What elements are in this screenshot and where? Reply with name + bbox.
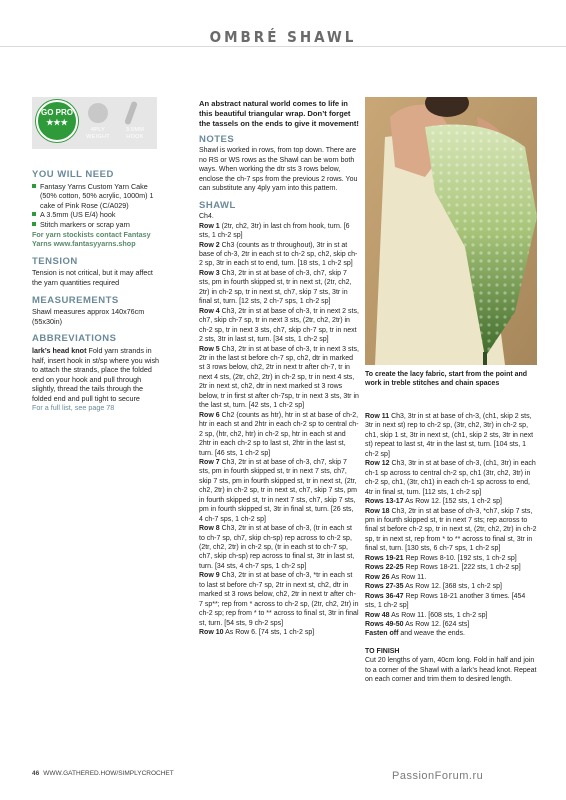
shawl-heading: SHAWL [199, 199, 236, 211]
shawl-photo [365, 97, 537, 365]
row-text: As Row 12. [152 sts, 1 ch-2 sp] [403, 498, 502, 506]
row-text: Ch3, 2tr in st at base of ch-3, *tr in each st to last st before ch-7 sp, 2tr in next st, ch2, dtr in marked st 3 rows below, ch2, 2tr in next tr after ch-7 sp**; rep from * across to ch-2 sp, (2tr, ch2, 2tr) in ch-2 sp; rep from * to ** across to final st, 3tr in final st, turn. [54 sts, 9 ch-2 sps] [199, 572, 359, 627]
hook-label: 3.5MM HOOK [125, 127, 145, 140]
abbreviation-term: lark’s head knot [32, 345, 87, 355]
shawl-photo-illustration [365, 97, 537, 365]
photo-caption: To create the lacy fabric, start from the point and work in treble stitches and chain spaces [365, 371, 528, 388]
row-text: Rep Rows 8-10. [192 sts, 1 ch-2 sp] [403, 554, 517, 562]
pattern-row [365, 573, 537, 582]
weight-label: 4PLY WEIGHT [86, 127, 110, 140]
chain-start: Ch4. [199, 213, 214, 221]
row-text: As Row 12. [624 sts] [403, 620, 470, 628]
row-label: Row 12 [365, 460, 390, 468]
watermark: PassionForum.ru [392, 770, 484, 782]
page-footer [32, 770, 174, 777]
pattern-row [365, 554, 537, 563]
middle-column [199, 99, 359, 638]
pattern-row [365, 620, 537, 629]
notes-text: Shawl is worked in rows, from top down. There are no RS or WS rows as the Shawl can be worn both ways. When working the dtr sts 3 rows below, enclose the ch-7 sps from the previous 2 rows. You can substitute any 4ply yarn into this pattern. [199, 147, 358, 193]
pattern-row [199, 524, 359, 571]
crochet-hook-icon [124, 101, 138, 126]
row-text: Ch3, 2tr in st at base of ch-3, ch7, skip 7 sts, pm in fourth skipped st, tr in next 7 sts, ch7, skip 7 sts, pm in fourth skipped st, tr in next st, (2tr, ch2, 2tr) in ch-2 sp, tr in next st, ch7, skip 7 sts, pm in fourth skipped st, tr in next 7 sts, ch7, skip 7 sts, pm in fourth skipped st, 3tr in final st, turn. [26 sts, 4 ch-7 sps, 1 ch-2 sp] [199, 458, 357, 523]
top-divider [0, 46, 566, 47]
row-text: Ch3, 3tr in st at base of ch-3, (ch1, skip 2 sts, 3tr in next st) rep to ch-2 sp, (3tr, ch2, 3tr) in ch-2 sp, ch1, skip 1 st, 3tr in next st, (ch1, skip 2 sts, 3tr in next st) repeat to last st, 4tr in the last st, turn. [104 sts, 1 ch-2 sp] [365, 413, 534, 458]
row-text: Ch3, 2tr in st at base of ch-3, tr in next 3 sts, 2tr in the last st before ch-7 sp, ch2, dtr in marked st 3 rows below, ch2, 2tr in next tr after ch-7, tr in next 4 sts, (2tr, ch2, 2tr) in ch-2 sp, tr in next 4 sts, 2tr in next st, ch2, dtr in next marked st 3 rows below, tr in first st after ch-7sp, tr in next 3 sts, 3tr in the last st, turn. [42 sts, 1 ch-2 sp] [199, 345, 359, 410]
row-text: Rep Rows 18-21 another 3 times. [454 sts, 1 ch-2 sp] [365, 592, 526, 610]
row-label: Rows 27-35 [365, 583, 404, 591]
row-label: Rows 13-17 [365, 498, 404, 506]
row-text: As Row 11. [608 sts, 1 ch-2 sp] [389, 611, 488, 619]
row-label: Row 5 [199, 345, 220, 353]
abbreviations-heading: ABBREVIATIONS [32, 333, 117, 345]
row-text: As Row 11. [389, 573, 427, 581]
pattern-row [365, 592, 537, 611]
row-label: Row 6 [199, 411, 220, 419]
row-label: Rows 19-21 [365, 554, 404, 562]
list-item: A 3.5mm (US E/4) hook [32, 210, 162, 220]
row-text: Ch3, 2tr in st at base of ch-3, (tr in each st to ch-7 sp, ch7, skip ch-sp) rep across to ch-2 sp, (2tr, ch2, 2tr) in ch-2 sp, (tr in each st to ch-7 sp, ch7, skip ch-sp) rep across to final st, 3tr in last st, turn. [34 sts, 4 ch-7 sps, 1 ch-2 sp] [199, 525, 355, 570]
row-text: As Row 12. [368 sts, 1 ch-2 sp] [403, 583, 502, 591]
tension-text: Tension is not critical, but it may affect the yarn quantities required [32, 268, 153, 287]
pattern-row [365, 459, 537, 497]
pattern-row [199, 628, 359, 637]
row-text: (2tr, ch2, 3tr) in last ch from hook, turn. [6 sts, 1 ch-2 sp] [199, 222, 350, 240]
pattern-row [365, 629, 537, 638]
row-text: Ch3 (counts as tr throughout), 3tr in st at base of ch-3, 2tr in each st to ch-2 sp, ch2, skip ch-2 sp, 3tr in each st to end, turn. [18 sts, 1 ch-2 sp] [199, 241, 358, 268]
footer-url[interactable]: WWW.GATHERED.HOW/SIMPLYCROCHET [43, 770, 174, 777]
pattern-row [199, 241, 359, 269]
pattern-row [365, 582, 537, 591]
pattern-row [199, 307, 359, 345]
pattern-row [365, 611, 537, 620]
row-label: Row 3 [199, 269, 220, 277]
pattern-row [365, 412, 537, 459]
pattern-rows [365, 412, 537, 639]
pattern-row [199, 411, 359, 458]
pattern-row [199, 222, 359, 241]
pattern-row [199, 571, 359, 628]
row-text: Ch3, 2tr in st at base of ch-3, ch7, skip 7 sts, pm in fourth skipped st, tr in next st, (2tr, ch2, 2tr) in ch-2 sp, tr in next st, ch7, skip 7 sts, 3tr in final st, turn. [12 sts, 2 ch-7 sps, 1 ch-2 sp] [199, 269, 352, 306]
right-column [365, 412, 537, 685]
finish-text: Cut 20 lengths of yarn, 40cm long. Fold in half and join to a corner of the Shawl with a lark’s head knot. Repeat on each corner and trim them to desired length. [365, 657, 537, 684]
notes-heading: NOTES [199, 134, 235, 145]
row-label: Rows 49-50 [365, 620, 404, 628]
pattern-row [199, 458, 359, 524]
row-label: Row 2 [199, 241, 220, 249]
row-label: Row 18 [365, 507, 390, 515]
measurements-heading: MEASUREMENTS [32, 294, 119, 306]
page-title: OMBRÉ SHAWL [209, 28, 357, 46]
go-pro-badge [36, 100, 78, 142]
row-label: Row 48 [365, 611, 390, 619]
left-column [32, 170, 162, 413]
row-label: Row 11 [365, 413, 390, 420]
row-text: Ch2 (counts as htr), htr in st at base of ch-2, htr in each st and 2htr in each ch-2 sp to central ch-2 sp, (htr, ch2, htr) in ch-2 sp, htr in each st and 2htr in each ch-2 sp to last st, 2htr in the last st, turn. [46 sts, 1 ch-2 sp] [199, 411, 359, 457]
full-list-link[interactable]: For a full list, see page 78 [32, 403, 115, 413]
intro-text: An abstract natural world comes to life in this beautiful triangular wrap. Don’t forget the tassels on the ends to give it movement! [199, 99, 359, 128]
pattern-row [365, 563, 537, 572]
pattern-row [365, 497, 537, 506]
row-text: Ch3, 3tr in st at base of ch-3, (ch1, 3tr) in each ch-1 sp across to central ch-2 sp, ch1 (3tr, ch2, 3tr) in ch-2 sp, ch1, (3tr, ch1) in each ch-1 sp across to end, 4tr in final st, turn. [112 sts, 1 ch-2 sp] [365, 460, 536, 496]
finish-heading: TO FINISH [365, 647, 400, 655]
abbreviation-definition: Fold yarn strands in half, insert hook in st/sp where you wish to attach the strands, place the folded end on your hook and pull through slightly, thread the tails through the folded end and pull tight to secure [32, 345, 160, 403]
page-number: 46 [32, 770, 40, 777]
row-label: Rows 22-25 [365, 564, 404, 572]
materials-list [32, 182, 162, 230]
row-label: Row 9 [199, 572, 220, 580]
row-label: Row 8 [199, 525, 220, 533]
row-text: Ch3, 2tr in st at base of ch-3, *ch7, skip 7 sts, pm in fourth skipped st, tr in next 7 sts; rep across to final st before ch-2 sp, tr in next st, (2tr, ch2, 2tr) in ch-2 sp, tr in next st, rep from * to ** across to final st, 3tr in final st, turn. [130 sts, 6 ch-7 sps, 1 ch-2 sp] [365, 507, 537, 553]
skill-info-panel [32, 97, 157, 149]
abbreviation-entry [32, 346, 162, 404]
go-pro-label: GO PRO [40, 108, 73, 117]
measurements-text: Shawl measures approx 140x76cm (55x30in) [32, 307, 145, 326]
row-text: Ch3, 2tr in st at base of ch-3, tr in next 2 sts, ch7, skip ch-7 sp, tr in next 3 sts, (2tr, ch2, 2tr) in ch-2 sp, tr in next 3 sts, ch7, skip ch-7 sp, tr in next 2 sts, 3tr in last st, turn. [34 sts, 1 ch-2 sp] [199, 307, 359, 344]
list-item: Stitch markers or scrap yarn [32, 220, 162, 230]
list-item: Fantasy Yarns Custom Yarn Cake (50% cotton, 50% acrylic, 1000m) 1 cake of Pink Rose (C/A029) [32, 182, 162, 211]
you-will-need-heading: YOU WILL NEED [32, 169, 114, 180]
pattern-rows [199, 222, 359, 638]
row-label: Row 7 [199, 458, 220, 466]
row-text: Rep Rows 18-21. [222 sts, 1 ch-2 sp] [403, 564, 521, 572]
row-label: Row 1 [199, 222, 220, 230]
row-label: Fasten off [365, 630, 399, 638]
row-label: Row 10 [199, 629, 224, 637]
stockists-text: For yarn stockists contact Fantasy Yarns www.fantasyyarns.shop [32, 229, 151, 249]
pattern-row [199, 269, 359, 307]
row-label: Rows 36-47 [365, 592, 404, 600]
row-label: Row 4 [199, 307, 220, 315]
tension-heading: TENSION [32, 255, 78, 267]
row-text: and weave the ends. [398, 630, 466, 638]
row-label: Row 26 [365, 573, 390, 581]
stars-icon: ★★★ [46, 118, 68, 127]
pattern-row [365, 507, 537, 554]
yarn-ball-icon [88, 103, 108, 123]
row-text: As Row 6. [74 sts, 1 ch-2 sp] [223, 629, 315, 637]
pattern-row [199, 345, 359, 411]
